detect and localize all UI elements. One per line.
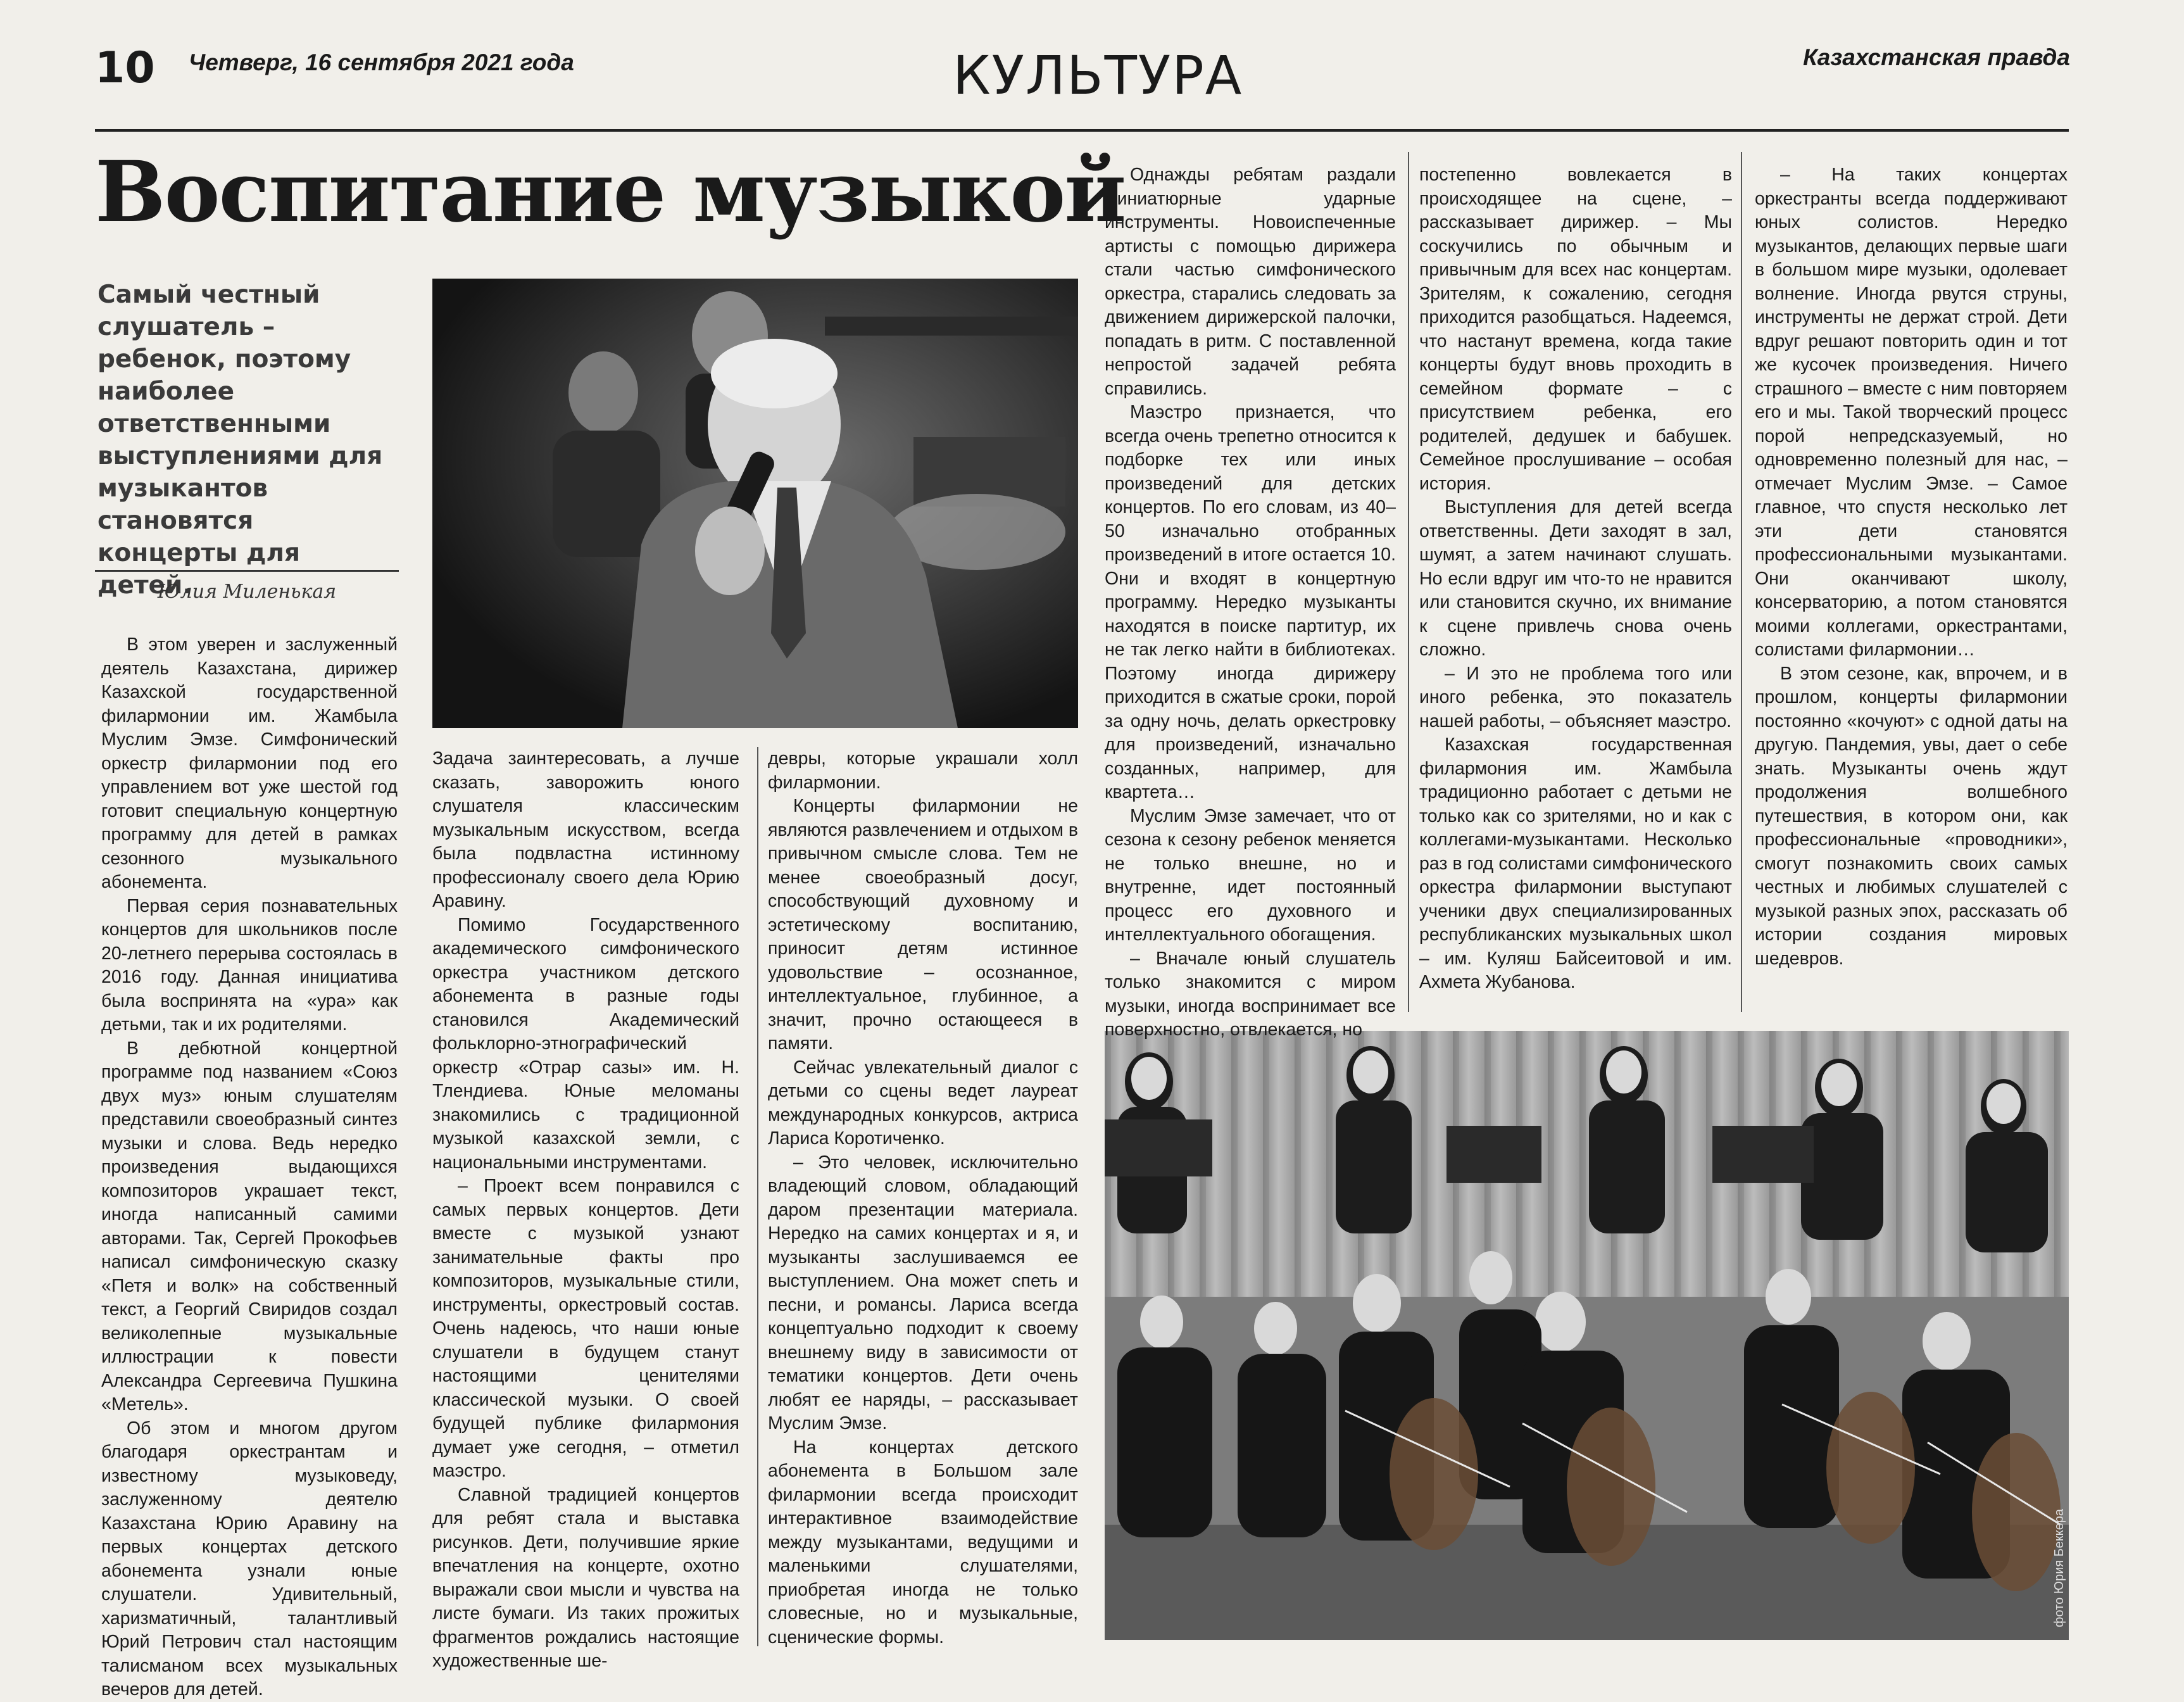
paragraph: В дебютной концертной программе под названием «Союз двух муз» юным слушателям представили своеобразный синтез музыки и слова. Ведь нередко произведения выдающихся композиторов украшает текст, иногда написанный самими авторами. Так, Сергей Прокофьев написал симфоническую сказку «Петя и волк» на собственный текст, а Георгий Свиридов создал великолепные музыкальные иллюстрации к повести Александра Сергеевича Пушкина «Метель». (101, 1038, 398, 1415)
paragraph: На концертах детского абонемента в Большом зале филармонии всегда происходит интерактивное взаимодействие между музыкантами, ведущими и маленькими слушателями, приобретая иногда не только словесные, но и музыкальные, сценические формы. (768, 1437, 1078, 1648)
issue-date: Четверг, 16 сентября 2021 года (189, 49, 574, 75)
paragraph: Славной традицией концертов для ребят стала и выставка рисунков. Дети, получившие яркие впечатления на концерте, охотно выражали свои мысли и чувства на листе бумаги. Из таких прожитых фрагментов рождались настоящие художественные ше- (432, 1484, 739, 1671)
paragraph: Казахская государственная филармония им. Жамбыла традиционно работает с детьми не только как со зрителями, но и как с коллегами-музыкантами. Несколько раз в год солистами симфонического оркестра филармонии выступают ученики двух специализированных республиканских музыкальных школ – им. Куляш Байсеитовой и им. Ахмета Жубанова. (1419, 734, 1732, 992)
article-lead: Самый честный слушатель – ребенок, поэтому наиболее ответственными выступлениями для музыкантов становятся концерты для детей. (97, 281, 383, 600)
photo-credit: фото Юрия Беккера (2052, 1509, 2066, 1627)
paragraph: – Вначале юный слушатель только знакомится с миром музыки, иногда воспринимает все поверхностно, отвлекается, но (1105, 948, 1396, 1040)
author-byline: Юлия Миленькая (95, 570, 399, 603)
text-column-5 (1419, 163, 1732, 995)
paragraph: Концерты филармонии не являются развлечением и отдыхом в привычном смысле слова. Тем не менее своеобразный досуг, способствующий духовному и эстетическому воспитанию, приносит детям истинное удовольствие – осознанное, интеллектуальное, глубинное, а значит, прочно остающееся в памяти. (768, 796, 1078, 1054)
header-rule (95, 129, 2069, 132)
page-number: 10 (95, 43, 155, 93)
column-rule (1741, 152, 1742, 1012)
paragraph: Помимо Государственного академического симфонического оркестра участником детского абонемента в разные годы становился Академический фольклорно-этнографический оркестр «Отрар сазы» им. Н. Тлендиева. Юные меломаны знакомились с традиционной музыкой казахской земли, с национальными инструментами. (432, 914, 739, 1173)
paragraph: – Проект всем понравился с самых первых концертов. Дети вместе с музыкой узнают занимательные факты про композиторов, музыкальные стили, инструменты, оркестровый состав. Очень надеюсь, что наши юные слушатели в будущем станут настоящими ценителями классической музыки. О своей будущей публике филармония думает уже сегодня, – отметил маэстро. (432, 1176, 739, 1481)
article-title: Воспитание музыкой (95, 143, 1126, 241)
paragraph: Сейчас увлекательный диалог с детьми со сцены ведет лауреат международных конкурсов, актриса Лариса Коротиченко. (768, 1057, 1078, 1149)
conductor-portrait-photo (432, 279, 1078, 728)
paragraph: Об этом и многом другом благодаря оркестрантам и известному музыковеду, заслуженному деятелю Казахстана Юрию Аравину на первых концертах детского абонемента узнали юные слушатели. Удивительный, харизматичный, талантливый Юрий Петрович стал настоящим талисманом всех музыкальных вечеров для детей. (101, 1418, 398, 1699)
section-title: КУЛЬТУРА (953, 44, 1243, 106)
publication-name: Казахстанская правда (1803, 44, 2070, 70)
column-rule (1408, 152, 1409, 1012)
column-rule (757, 747, 758, 1646)
orchestra-photo (1105, 1031, 2069, 1640)
text-column-4 (1105, 163, 1396, 1042)
paragraph: В этом уверен и заслуженный деятель Казахстана, дирижер Казахской государственной филармонии им. Жамбыла Муслим Эмзе. Симфонический оркестр филармонии под его управлением вот уже шестой год готовит специальную концертную программу для детей в рамках сезонного музыкального абонемента. (101, 634, 398, 892)
paragraph: Муслим Эмзе замечает, что от сезона к сезону ребенок меняется не только внешне, но и внутренне, идет постоянный процесс его духовного и интеллектуального обогащения. (1105, 805, 1396, 945)
paragraph: Выступления для детей всегда ответственны. Дети заходят в зал, шумят, а затем начинают слушать. Но если вдруг им что-то не нравится или становится скучно, их внимание к сцене привлечь снова очень сложно. (1419, 497, 1732, 660)
paragraph: Первая серия познавательных концертов для школьников после 20-летнего перерыва состоялась в 2016 году. Данная инициатива была воспринята на «ура» как детьми, так и их родителями. (101, 895, 398, 1035)
paragraph: – На таких концертах оркестранты всегда поддерживают юных солистов. Нередко музыкантов, делающих первые шаги в большом мире музыки, одолевает волнение. Иногда рвутся струны, инструменты не держат строй. Дети вдруг решают повторить один и тот же кусочек произведения. Ничего страшного – вместе с ним повторяем его и мы. Такой творческий процесс порой непредсказуемый, но одновременно полезный для нас, – отмечает Муслим Эмзе. – Самое главное, что спустя несколько лет эти дети становятся профессиональными музыкантами. Они оканчивают школу, консерваторию, а потом становятся моими коллегами, оркестрантами, солистами филармонии… (1755, 165, 2068, 660)
paragraph: – И это не проблема того или иного ребенка, это показатель нашей работы, – объясняет маэстро. (1419, 663, 1732, 731)
paragraph: Однажды ребятам раздали миниатюрные ударные инструменты. Новоиспеченные артисты с помощью дирижера стали частью симфонического оркестра, старались следовать за движением дирижерской палочки, попадать в ритм. С поставленной непростой задачей ребята справились. (1105, 165, 1396, 399)
text-column-6 (1755, 163, 2068, 971)
paragraph: Маэстро признается, что всегда очень трепетно относится к подборке тех или иных произведений для детских концертов. По его словам, из 40–50 изначально отобранных произведений в итоге остается 10. Они и входят в концертную программу. Нередко музыканты находятся в поиске партитур, их не так легко найти в библиотеках. Поэтому иногда дирижеру приходится в сжатые сроки, порой за одну ночь, делать оркестровку для произведений, изначально созданных, например, для квартета… (1105, 402, 1396, 802)
text-column-3 (768, 747, 1078, 1649)
text-column-1 (101, 633, 398, 1702)
paragraph: постепенно вовлекается в происходящее на сцене, – рассказывает дирижер. – Мы соскучились по обычным и привычным для всех нас концертам. Зрителям, к сожалению, сегодня приходится разобщаться. Надеемся, что настанут времена, когда такие концерты будут вновь проходить в семейном формате – с присутствием ребенка, его родителей, дедушек и бабушек. Семейное прослушивание – особая история. (1419, 165, 1732, 494)
text-column-2 (432, 747, 739, 1674)
paragraph: В этом сезоне, как, впрочем, и в прошлом, концерты филармонии постоянно «кочуют» с одной даты на другую. Пандемия, увы, дает о себе знать. Музыканты очень ждут продолжения волшебного путешествия, в котором они, как профессиональные «проводники», смогут познакомить своих самых честных и любимых слушателей с музыкой разных эпох, рассказать об истории создания мировых шедевров. (1755, 663, 2068, 969)
paragraph: – Это человек, исключительно владеющий словом, обладающий даром презентации материала. Нередко на самих концертах и я, и музыканты заслушиваемся ее выступлением. Она может спеть и песни, и романсы. Лариса всегда концептуально подходит к своему внешнему виду в зависимости от тематики концертов. Дети очень любят ее наряды, – рассказывает Муслим Эмзе. (768, 1152, 1078, 1434)
paragraph: девры, которые украшали холл филармонии. (768, 748, 1078, 793)
paragraph: Задача заинтересовать, а лучше сказать, заворожить юного слушателя классическим музыкальным искусством, всегда была подвластна истинному профессионалу своего дела Юрию Аравину. (432, 748, 739, 911)
